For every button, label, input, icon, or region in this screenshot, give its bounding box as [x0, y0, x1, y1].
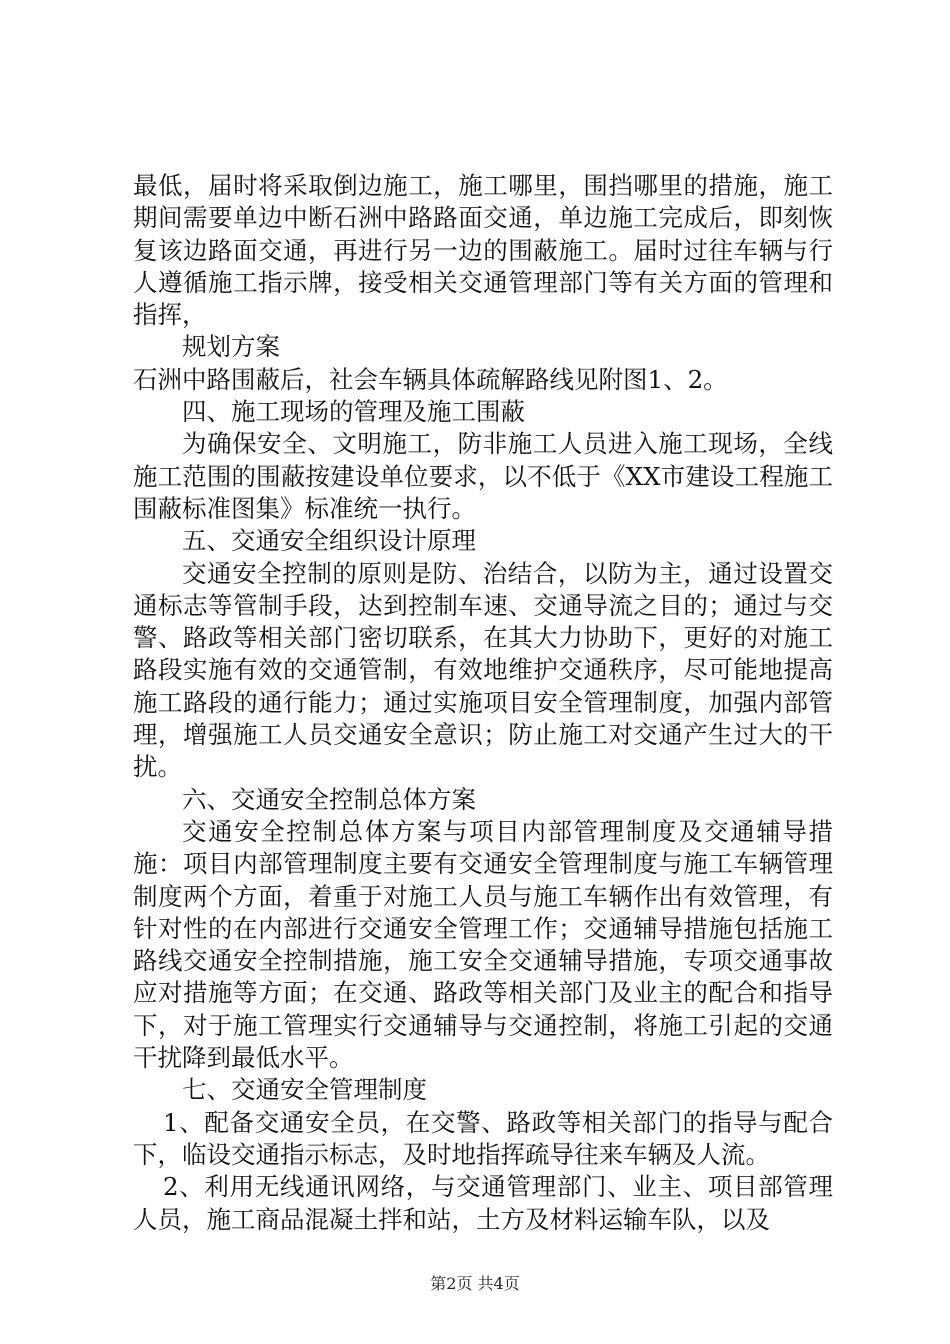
- section-heading-4: 四、施工现场的管理及施工围蔽: [182, 397, 525, 427]
- document-body: [133, 170, 833, 1236]
- paragraph-detour-route: 石洲中路围蔽后，社会车辆具体疏解路线见附图1、2。: [133, 364, 728, 394]
- paragraph-planning-heading: 规划方案: [182, 332, 280, 362]
- paragraph-continuation: 最低，届时将采取倒边施工，施工哪里，围挡哪里的措施，施工期间需要单边中断石洲中路路面交通，单边施工完成后，即刻恢复该边路面交通，再进行另一边的围蔽施工。届时过往车辆与行人遵循施工指示牌，接受相关交通管理部门等有关方面的管理和指挥，: [133, 171, 833, 330]
- paragraph-overall-plan: 交通安全控制总体方案与项目内部管理制度及交通辅导措施：项目内部管理制度主要有交通安全管理制度与施工车辆管理制度两个方面，着重于对施工人员与施工车辆作出有效管理，有针对性的在内部进行交通安全管理工作；交通辅导措施包括施工路线交通安全控制措施，施工安全交通辅导措施，专项交通事故应对措施等方面；在交通、路政等相关部门及业主的配合和指导下，对于施工管理实行交通辅导与交通控制，将施工引起的交通干扰降到最低水平。: [133, 816, 833, 1073]
- paragraph-design-principle: 交通安全控制的原则是防、治结合，以防为主，通过设置交通标志等管制手段，达到控制车速、交通导流之目的；通过与交警、路政等相关部门密切联系，在其大力协助下，更好的对施工路段实施有效的交通管制，有效地维护交通秩序，尽可能地提高施工路段的通行能力；通过实施项目安全管理制度，加强内部管理，增强施工人员交通安全意识；防止施工对交通产生过大的干扰。: [133, 558, 833, 782]
- section-heading-7: 七、交通安全管理制度: [182, 1075, 427, 1105]
- section-heading-6: 六、交通安全控制总体方案: [182, 784, 476, 814]
- paragraph-site-enclosure: 为确保安全、文明施工，防非施工人员进入施工现场，全线施工范围的围蔽按建设单位要求，以不低于《XX市建设工程施工围蔽标准图集》标准统一执行。: [133, 429, 833, 523]
- list-item-1: 1、配备交通安全员，在交警、路政等相关部门的指导与配合下，临设交通指示标志，及时地指挥疏导往来车辆及人流。: [133, 1107, 833, 1169]
- page-footer: 第2页 共4页: [430, 1274, 520, 1293]
- section-heading-5: 五、交通安全组织设计原理: [182, 526, 476, 556]
- list-item-2: 2、利用无线通讯网络，与交通管理部门、业主、项目部管理人员，施工商品混凝土拌和站，土方及材料运输车队，以及: [133, 1172, 833, 1234]
